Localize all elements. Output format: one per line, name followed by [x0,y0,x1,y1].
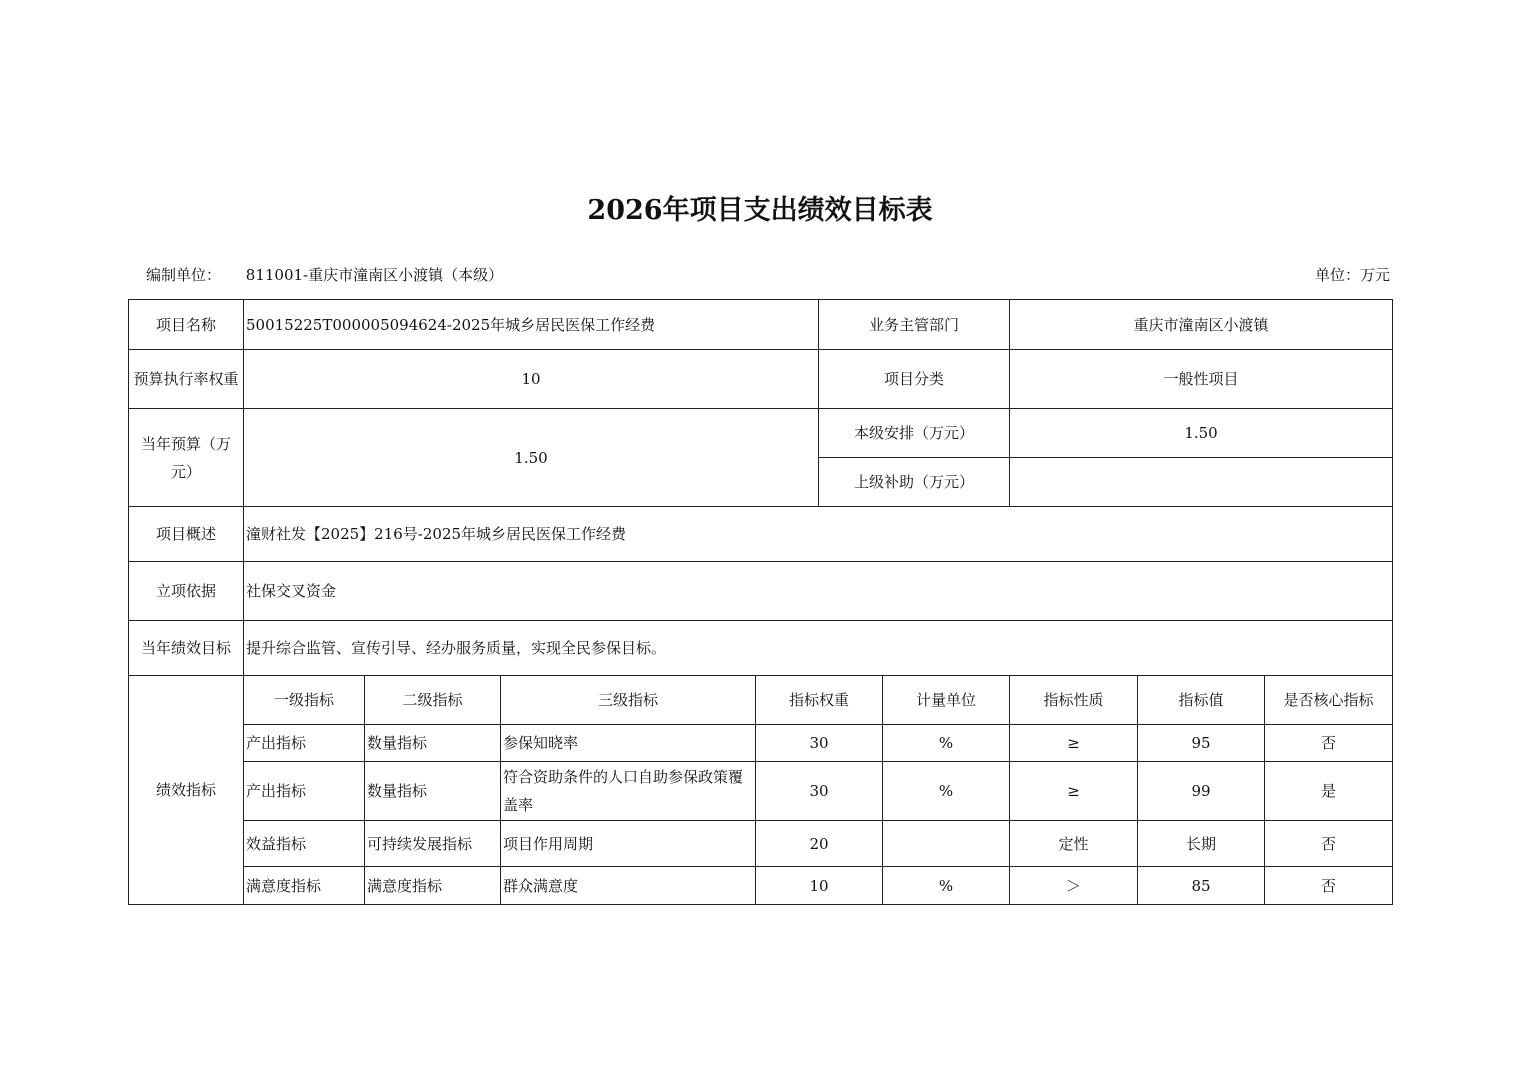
level2-cell: 满意度指标 [365,867,501,905]
level3-cell: 群众满意度 [501,867,756,905]
core-cell: 否 [1265,867,1393,905]
unit-cell: % [883,867,1010,905]
header-weight: 指标权重 [756,676,883,725]
dept-value: 重庆市潼南区小渡镇 [1010,300,1393,350]
category-value: 一般性项目 [1010,350,1393,409]
level1-cell: 产出指标 [244,725,365,762]
summary-label: 项目概述 [129,507,244,562]
value-cell: 85 [1138,867,1265,905]
header-unit: 计量单位 [883,676,1010,725]
header-level1: 一级指标 [244,676,365,725]
level1-cell: 满意度指标 [244,867,365,905]
header-nature: 指标性质 [1010,676,1138,725]
compiling-unit-label: 编制单位： [146,266,222,284]
value-cell: 长期 [1138,821,1265,867]
compiling-unit-value: 811001-重庆市潼南区小渡镇（本级） [245,266,504,284]
level3-cell: 项目作用周期 [501,821,756,867]
basis-label: 立项依据 [129,562,244,621]
local-label: 本级安排（万元） [819,409,1010,458]
weight-cell: 20 [756,821,883,867]
level3-cell: 符合资助条件的人口自助参保政策覆盖率 [501,762,756,821]
table-row [129,821,1393,867]
unit-cell: % [883,762,1010,821]
core-cell: 是 [1265,762,1393,821]
indicators-section-label: 绩效指标 [129,676,244,905]
header-level3: 三级指标 [501,676,756,725]
header-core: 是否核心指标 [1265,676,1393,725]
performance-table [128,299,1393,905]
weight-cell: 10 [756,867,883,905]
upper-value [1010,458,1393,507]
weight-cell: 30 [756,762,883,821]
table-row [129,867,1393,905]
project-name-label: 项目名称 [129,300,244,350]
compiling-unit [146,264,503,285]
nature-cell: ≥ [1010,762,1138,821]
upper-label: 上级补助（万元） [819,458,1010,507]
header-value: 指标值 [1138,676,1265,725]
nature-cell: 定性 [1010,821,1138,867]
table-row [129,725,1393,762]
core-cell: 否 [1265,725,1393,762]
goal-value: 提升综合监管、宣传引导、经办服务质量，实现全民参保目标。 [244,621,1393,676]
currency-unit: 单位：万元 [1314,266,1390,284]
header-level2: 二级指标 [365,676,501,725]
table-row [129,762,1393,821]
weight-value: 10 [244,350,819,409]
budget-label: 当年预算（万元） [129,409,244,507]
category-label: 项目分类 [819,350,1010,409]
level1-cell: 效益指标 [244,821,365,867]
weight-label: 预算执行率权重 [129,350,244,409]
local-value: 1.50 [1010,409,1393,458]
project-name-value: 50015225T000005094624-2025年城乡居民医保工作经费 [244,300,819,350]
summary-value: 潼财社发【2025】216号-2025年城乡居民医保工作经费 [244,507,1393,562]
nature-cell: ＞ [1010,867,1138,905]
unit-cell: % [883,725,1010,762]
value-cell: 95 [1138,725,1265,762]
basis-value: 社保交叉资金 [244,562,1393,621]
core-cell: 否 [1265,821,1393,867]
level2-cell: 可持续发展指标 [365,821,501,867]
level2-cell: 数量指标 [365,762,501,821]
page-title: 2026年项目支出绩效目标表 [587,195,933,226]
level2-cell: 数量指标 [365,725,501,762]
weight-cell: 30 [756,725,883,762]
level1-cell: 产出指标 [244,762,365,821]
goal-label: 当年绩效目标 [129,621,244,676]
level3-cell: 参保知晓率 [501,725,756,762]
value-cell: 99 [1138,762,1265,821]
budget-value: 1.50 [244,409,819,507]
nature-cell: ≥ [1010,725,1138,762]
unit-cell [883,821,1010,867]
dept-label: 业务主管部门 [819,300,1010,350]
